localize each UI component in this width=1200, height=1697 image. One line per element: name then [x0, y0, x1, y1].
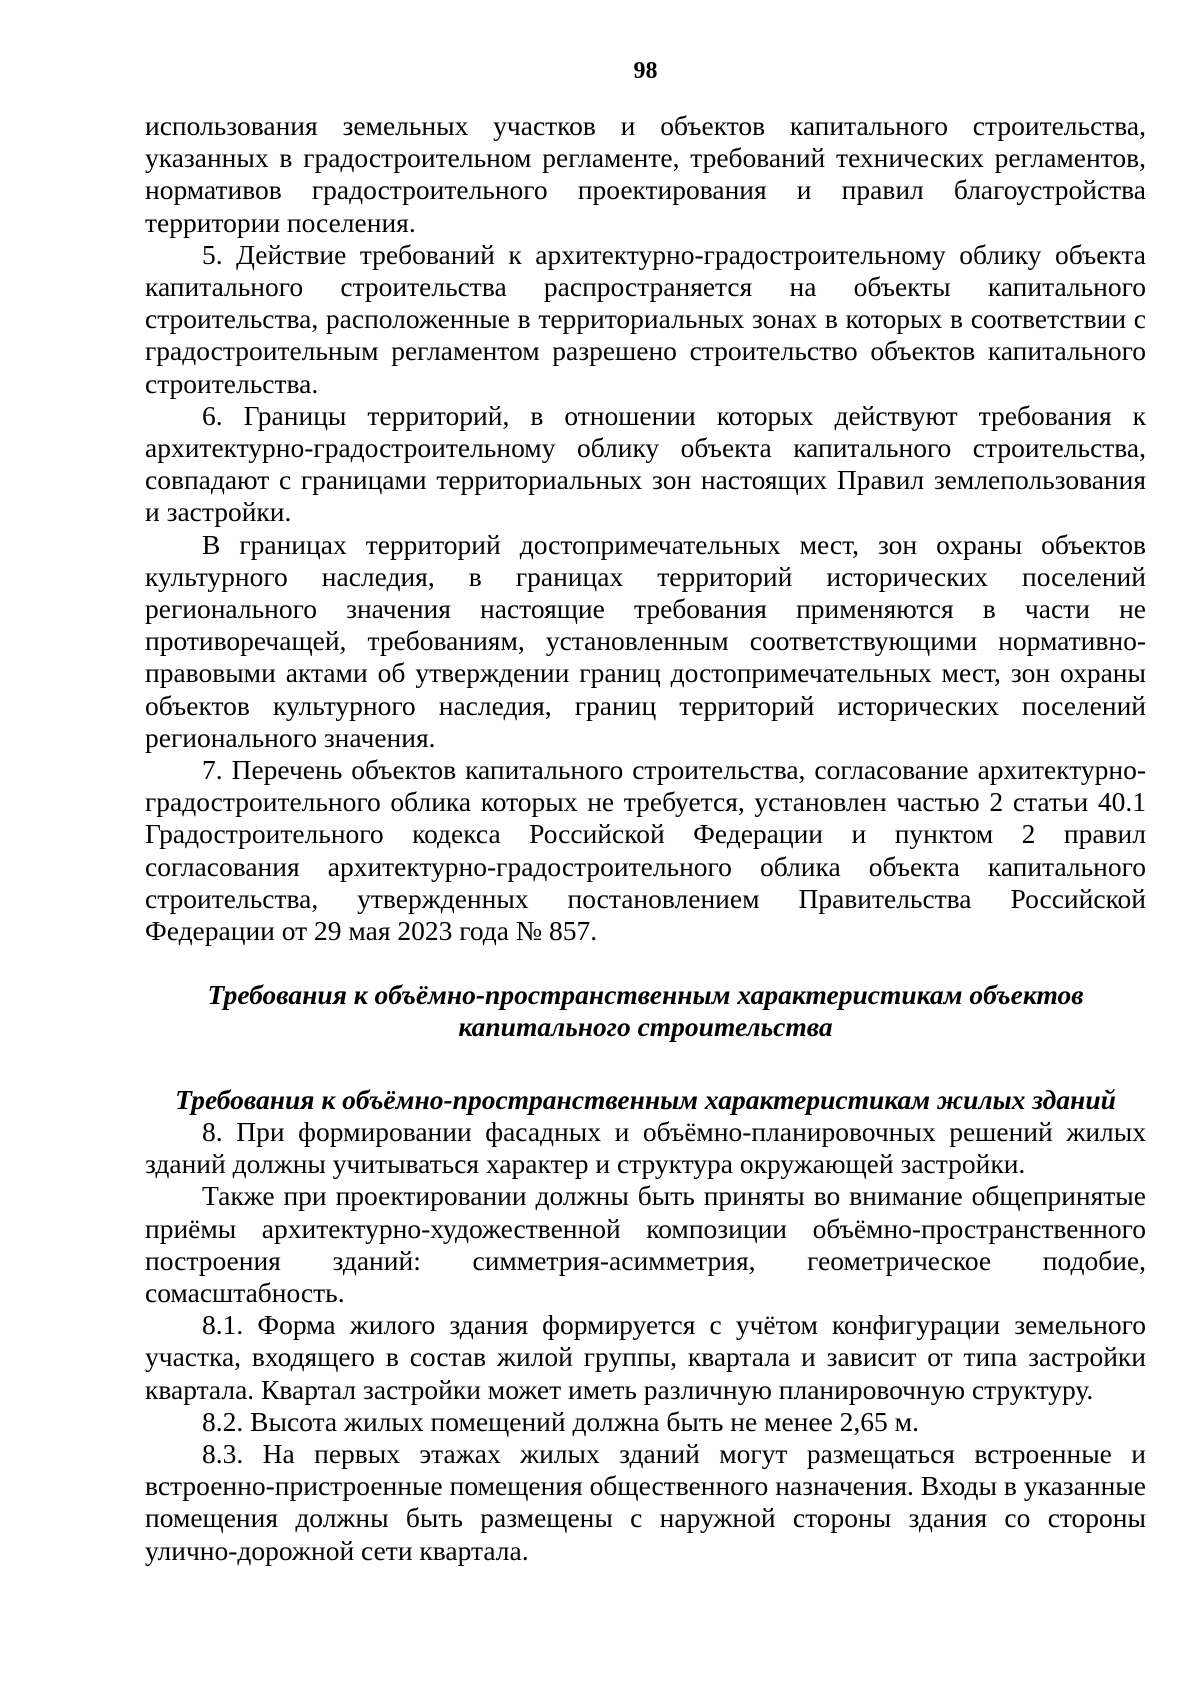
section-heading: Требования к объёмно-пространственным характеристикам объектов капитального строительства [207, 979, 1084, 1043]
paragraph-6: 6. Границы территорий, в отношении которых действуют требования к архитектурно-градостроительному облику объекта капитального строительства, совпадают с границами территориальных зон настоящих Правил землепользования и застройки. [145, 399, 1146, 528]
paragraph-8: 8. При формировании фасадных и объёмно-планировочных решений жилых зданий должны учитываться характер и структура окружающей застройки. [145, 1115, 1146, 1180]
paragraph-continuation: использования земельных участков и объектов капитального строительства, указанных в градостроительном регламенте, требований технических регламентов, нормативов градостроительного проектирования и правил благоустройства территории поселения. [145, 110, 1146, 238]
page-number: 98 [633, 58, 658, 84]
paragraph-6-continued: В границах территорий достопримечательных мест, зон охраны объектов культурного наследия, в границах территорий исторических поселений регионального значения настоящие требования применяются в части не противоречащей, требованиям, установленным соответствующими нормативно-правовыми актами об утверждении границ достопримечательных мест, зон охраны объектов культурного наследия, границ территорий исторических поселений регионального значения. [145, 528, 1146, 753]
paragraph-8-1: 8.1. Форма жилого здания формируется с учётом конфигурации земельного участка, входящего в состав жилой группы, квартала и зависит от типа застройки квартала. Квартал застройки может иметь различную планировочную структуру. [145, 1309, 1146, 1405]
subsection-heading: Требования к объёмно-пространственным характеристикам жилых зданий [175, 1083, 1116, 1115]
paragraph-8-3: 8.3. На первых этажах жилых зданий могут размещаться встроенные и встроенно-пристроенные помещения общественного назначения. Входы в указанные помещения должны быть размещены с наружной стороны здания со стороны улично-дорожной сети квартала. [145, 1437, 1146, 1566]
paragraph-8-also: Также при проектировании должны быть приняты во внимание общепринятые приёмы архитектурно-художественной композиции объёмно-пространственного построения зданий: симметрия-асимметрия, геометрическое подобие, сомасштабность. [145, 1180, 1146, 1308]
paragraph-5: 5. Действие требований к архитектурно-градостроительному облику объекта капитального строительства распространяется на объекты капитального строительства, расположенные в территориальных зонах в которых в соответствии с градостроительным регламентом разрешено строительство объектов капитального строительства. [145, 238, 1146, 399]
paragraph-7: 7. Перечень объектов капитального строительства, согласование архитектурно-градостроительного облика которых не требуется, установлен частью 2 статьи 40.1 Градостроительного кодекса Российской Федерации и пунктом 2 правил согласования архитектурно-градостроительного облика объекта капитального строительства, утвержденных постановлением Правительства Российской Федерации от 29 мая 2023 года № 857. [145, 754, 1146, 947]
paragraph-8-2: 8.2. Высота жилых помещений должна быть не менее 2,65 м. [202, 1405, 919, 1437]
